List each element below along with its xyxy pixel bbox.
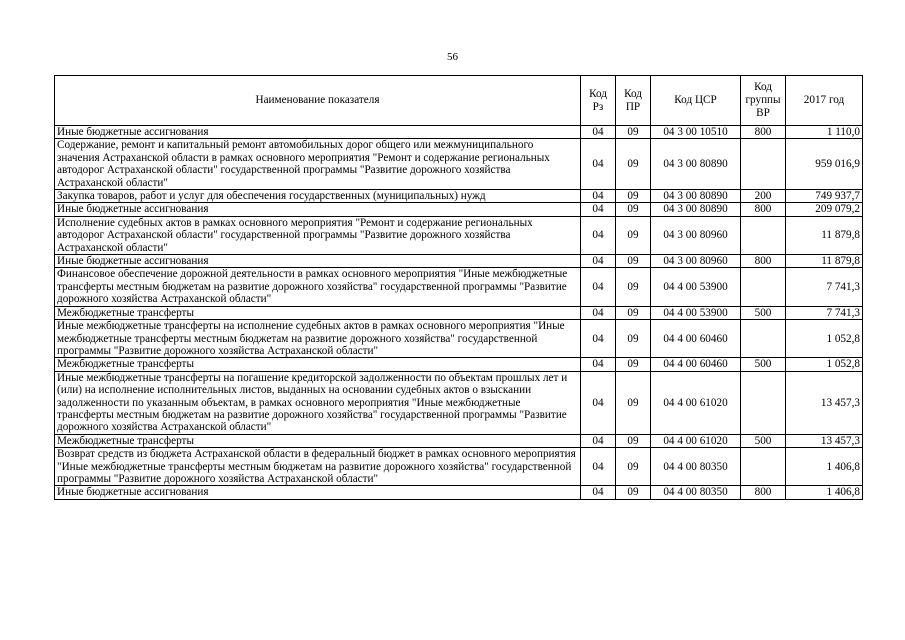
row-name: Иные бюджетные ассигнования — [55, 203, 581, 216]
row-rz: 04 — [581, 268, 616, 306]
header-vr-line2: группы — [745, 94, 781, 106]
header-pr-line2: ПР — [625, 100, 641, 113]
table-row — [55, 306, 863, 319]
row-rz: 04 — [581, 306, 616, 319]
row-name: Финансовое обеспечение дорожной деятельности в рамках основного мероприятия "Иные межбюджетные трансферты местным бюджетам на развитие дорожного хозяйства" государственной программы "Развитие дорожного хозяйства Астраханской области" — [55, 268, 581, 306]
table-body — [55, 126, 863, 500]
row-pr: 09 — [616, 268, 651, 306]
row-name: Иные межбюджетные трансферты на исполнение судебных актов в рамках основного мероприятия "Иные межбюджетные трансферты местным бюджетам на развитие дорожного хозяйства" государственной программы "Развитие дорожного хозяйства Астраханской области" — [55, 320, 581, 358]
row-vr — [741, 139, 786, 190]
header-rz-line2: Рз — [592, 100, 604, 113]
row-vr: 800 — [741, 203, 786, 216]
row-vr — [741, 268, 786, 306]
row-csr: 04 4 00 61020 — [651, 434, 741, 447]
row-name: Иные бюджетные ассигнования — [55, 255, 581, 268]
header-vr-line1: Код — [754, 81, 772, 93]
row-amount: 1 052,8 — [786, 320, 863, 358]
row-pr: 09 — [616, 255, 651, 268]
row-pr: 09 — [616, 216, 651, 254]
row-vr: 800 — [741, 126, 786, 139]
row-name: Исполнение судебных актов в рамках основного мероприятия "Ремонт и содержание региональных автодорог Астраханской области" государственной программы "Развитие дорожного хозяйства Астраханской области" — [55, 216, 581, 254]
row-amount: 209 079,2 — [786, 203, 863, 216]
row-pr: 09 — [616, 306, 651, 319]
table-row — [55, 486, 863, 499]
row-amount: 1 406,8 — [786, 486, 863, 499]
row-amount: 1 406,8 — [786, 448, 863, 486]
row-amount: 13 457,3 — [786, 434, 863, 447]
row-pr: 09 — [616, 139, 651, 190]
header-pr — [616, 76, 651, 126]
row-rz: 04 — [581, 255, 616, 268]
row-csr: 04 4 00 60460 — [651, 320, 741, 358]
row-rz: 04 — [581, 216, 616, 254]
row-vr: 500 — [741, 306, 786, 319]
row-pr: 09 — [616, 486, 651, 499]
row-vr: 500 — [741, 434, 786, 447]
row-csr: 04 3 00 80960 — [651, 255, 741, 268]
row-name: Иные бюджетные ассигнования — [55, 486, 581, 499]
row-csr: 04 4 00 53900 — [651, 306, 741, 319]
row-rz: 04 — [581, 320, 616, 358]
row-csr: 04 4 00 60460 — [651, 358, 741, 371]
row-vr — [741, 216, 786, 254]
row-name: Закупка товаров, работ и услуг для обеспечения государственных (муниципальных) нужд — [55, 190, 581, 203]
header-csr: Код ЦСР — [651, 76, 741, 126]
header-pr-line1: Код — [624, 87, 642, 100]
row-csr: 04 4 00 80350 — [651, 448, 741, 486]
row-rz: 04 — [581, 434, 616, 447]
row-pr: 09 — [616, 203, 651, 216]
row-amount: 11 879,8 — [786, 216, 863, 254]
header-row — [55, 76, 863, 126]
row-csr: 04 4 00 61020 — [651, 371, 741, 434]
row-vr: 500 — [741, 358, 786, 371]
row-csr: 04 3 00 80890 — [651, 139, 741, 190]
table-row — [55, 434, 863, 447]
row-rz: 04 — [581, 139, 616, 190]
table-row — [55, 268, 863, 306]
row-name: Иные межбюджетные трансферты на погашение кредиторской задолженности по объектам прошлых лет и (или) на исполнение исполнительных листов, выданных на основании судебных актов о взыскании задолженности по указанным объектам, в рамках основного мероприятия "Иные межбюджетные трансферты местным бюджетам на развитие дорожного хозяйства" государственной программы "Развитие дорожного хозяйства Астраханской области" — [55, 371, 581, 434]
row-csr: 04 4 00 53900 — [651, 268, 741, 306]
row-csr: 04 3 00 80960 — [651, 216, 741, 254]
row-amount: 1 052,8 — [786, 358, 863, 371]
table-row — [55, 448, 863, 486]
row-amount: 11 879,8 — [786, 255, 863, 268]
header-year: 2017 год — [786, 76, 863, 126]
row-pr: 09 — [616, 448, 651, 486]
row-name: Межбюджетные трансферты — [55, 358, 581, 371]
header-vr-line3: ВР — [756, 107, 770, 119]
header-rz — [581, 76, 616, 126]
table-row — [55, 126, 863, 139]
table-row — [55, 190, 863, 203]
header-rz-line1: Код — [589, 87, 607, 100]
row-csr: 04 3 00 80890 — [651, 203, 741, 216]
row-pr: 09 — [616, 434, 651, 447]
row-amount: 7 741,3 — [786, 268, 863, 306]
row-amount: 749 937,7 — [786, 190, 863, 203]
row-name: Возврат средств из бюджета Астраханской области в федеральный бюджет в рамках основного мероприятия "Иные межбюджетные трансферты местным бюджетам на развитие дорожного хозяйства" государственной программы "Развитие дорожного хозяйства Астраханской области" — [55, 448, 581, 486]
row-rz: 04 — [581, 486, 616, 499]
row-csr: 04 4 00 80350 — [651, 486, 741, 499]
page-number: 56 — [447, 51, 458, 63]
row-pr: 09 — [616, 358, 651, 371]
row-rz: 04 — [581, 190, 616, 203]
row-pr: 09 — [616, 190, 651, 203]
table-row — [55, 255, 863, 268]
row-amount: 1 110,0 — [786, 126, 863, 139]
row-amount: 13 457,3 — [786, 371, 863, 434]
table-row — [55, 358, 863, 371]
table-row — [55, 139, 863, 190]
table-row — [55, 371, 863, 434]
row-rz: 04 — [581, 371, 616, 434]
row-name: Содержание, ремонт и капитальный ремонт автомобильных дорог общего или межмуниципального значения Астраханской области в рамках основного мероприятия "Ремонт и содержание региональных автодорог Астраханской области" государственной программы "Развитие дорожного хозяйства Астраханской области" — [55, 139, 581, 190]
row-csr: 04 3 00 10510 — [651, 126, 741, 139]
row-rz: 04 — [581, 448, 616, 486]
row-rz: 04 — [581, 358, 616, 371]
row-csr: 04 3 00 80890 — [651, 190, 741, 203]
row-vr: 800 — [741, 486, 786, 499]
table-row — [55, 203, 863, 216]
table-row — [55, 216, 863, 254]
header-vr — [741, 76, 786, 126]
budget-table — [54, 75, 863, 500]
row-name: Межбюджетные трансферты — [55, 306, 581, 319]
row-pr: 09 — [616, 371, 651, 434]
header-name: Наименование показателя — [55, 76, 581, 126]
row-vr — [741, 320, 786, 358]
row-vr: 200 — [741, 190, 786, 203]
row-vr: 800 — [741, 255, 786, 268]
row-pr: 09 — [616, 126, 651, 139]
row-name: Межбюджетные трансферты — [55, 434, 581, 447]
row-pr: 09 — [616, 320, 651, 358]
row-amount: 959 016,9 — [786, 139, 863, 190]
row-rz: 04 — [581, 126, 616, 139]
table-row — [55, 320, 863, 358]
row-vr — [741, 371, 786, 434]
row-amount: 7 741,3 — [786, 306, 863, 319]
row-vr — [741, 448, 786, 486]
row-rz: 04 — [581, 203, 616, 216]
row-name: Иные бюджетные ассигнования — [55, 126, 581, 139]
